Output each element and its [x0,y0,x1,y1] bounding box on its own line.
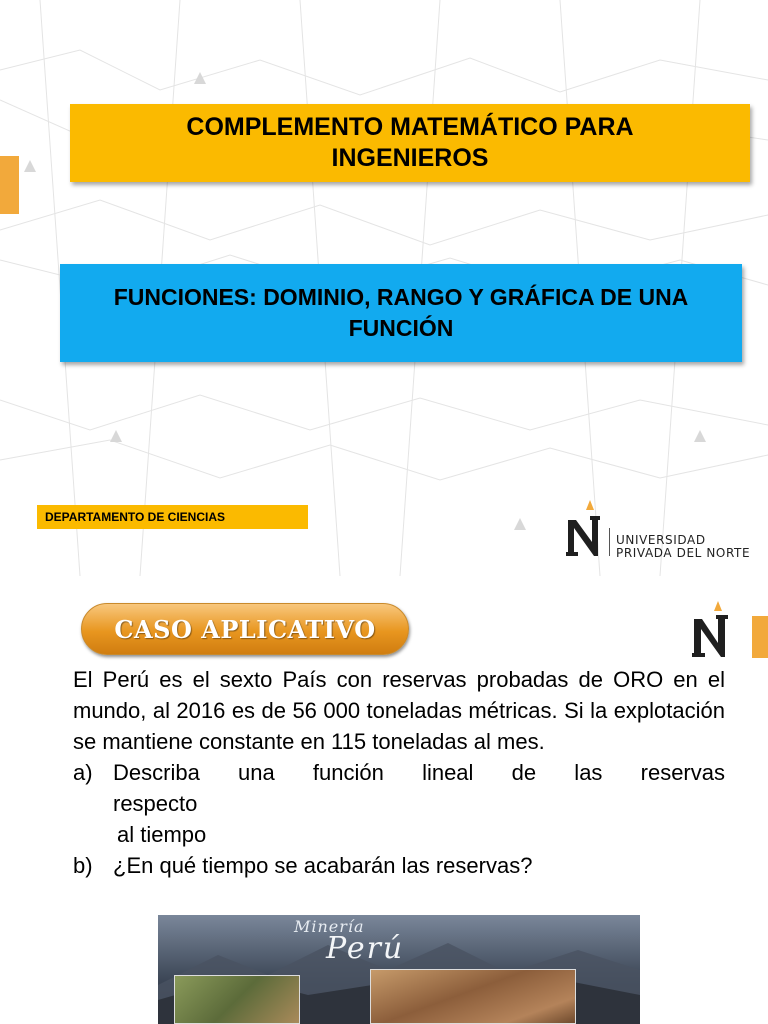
question-a-line3: al tiempo [117,822,207,847]
right-accent-tab [752,616,768,658]
upn-n-logo-icon [690,599,734,661]
department-label-box [37,505,308,529]
question-a-line1: Describa una función lineal de las reservas [113,760,725,785]
open-pit-mine-photo [174,975,300,1024]
case-heading-pill [81,603,409,655]
question-b-label: b) [73,853,93,878]
question-a [73,757,725,850]
problem-paragraph: El Perú es el sexto País con reservas probadas de ORO en el mundo, al 2016 es de 56 000 toneladas métricas. Si la explotación se mantiene constante en 115 toneladas al mes. [73,667,725,754]
question-a-line2: respecto [113,791,198,816]
course-title: COMPLEMENTO MATEMÁTICO PARA INGENIEROS [186,113,634,172]
case-heading: CASO APLICATIVO [114,614,376,644]
university-name [616,534,750,560]
university-name-line1: UNIVERSIDAD [616,533,706,547]
logo-divider [609,528,610,556]
image-caption-mineria: Minería [294,917,365,936]
question-a-label: a) [73,760,93,785]
topic-title: FUNCIONES: DOMINIO, RANGO Y GRÁFICA DE UNA FUNCIÓN [113,284,689,341]
title-banner [70,104,750,182]
mining-peru-image [158,915,640,1024]
question-b [73,850,725,881]
upn-n-logo-icon [560,498,610,560]
university-name-line2: PRIVADA DEL NORTE [616,546,751,560]
university-logo [560,498,760,560]
department-label: DEPARTAMENTO DE CIENCIAS [45,510,226,524]
question-b-text: ¿En qué tiempo se acabarán las reservas? [113,853,533,878]
subtitle-banner [60,264,742,362]
image-caption-peru: Perú [326,931,405,966]
left-accent-tab [0,156,19,214]
problem-text [73,664,725,881]
quarry-photo [370,969,576,1024]
case-slide [0,587,768,1024]
